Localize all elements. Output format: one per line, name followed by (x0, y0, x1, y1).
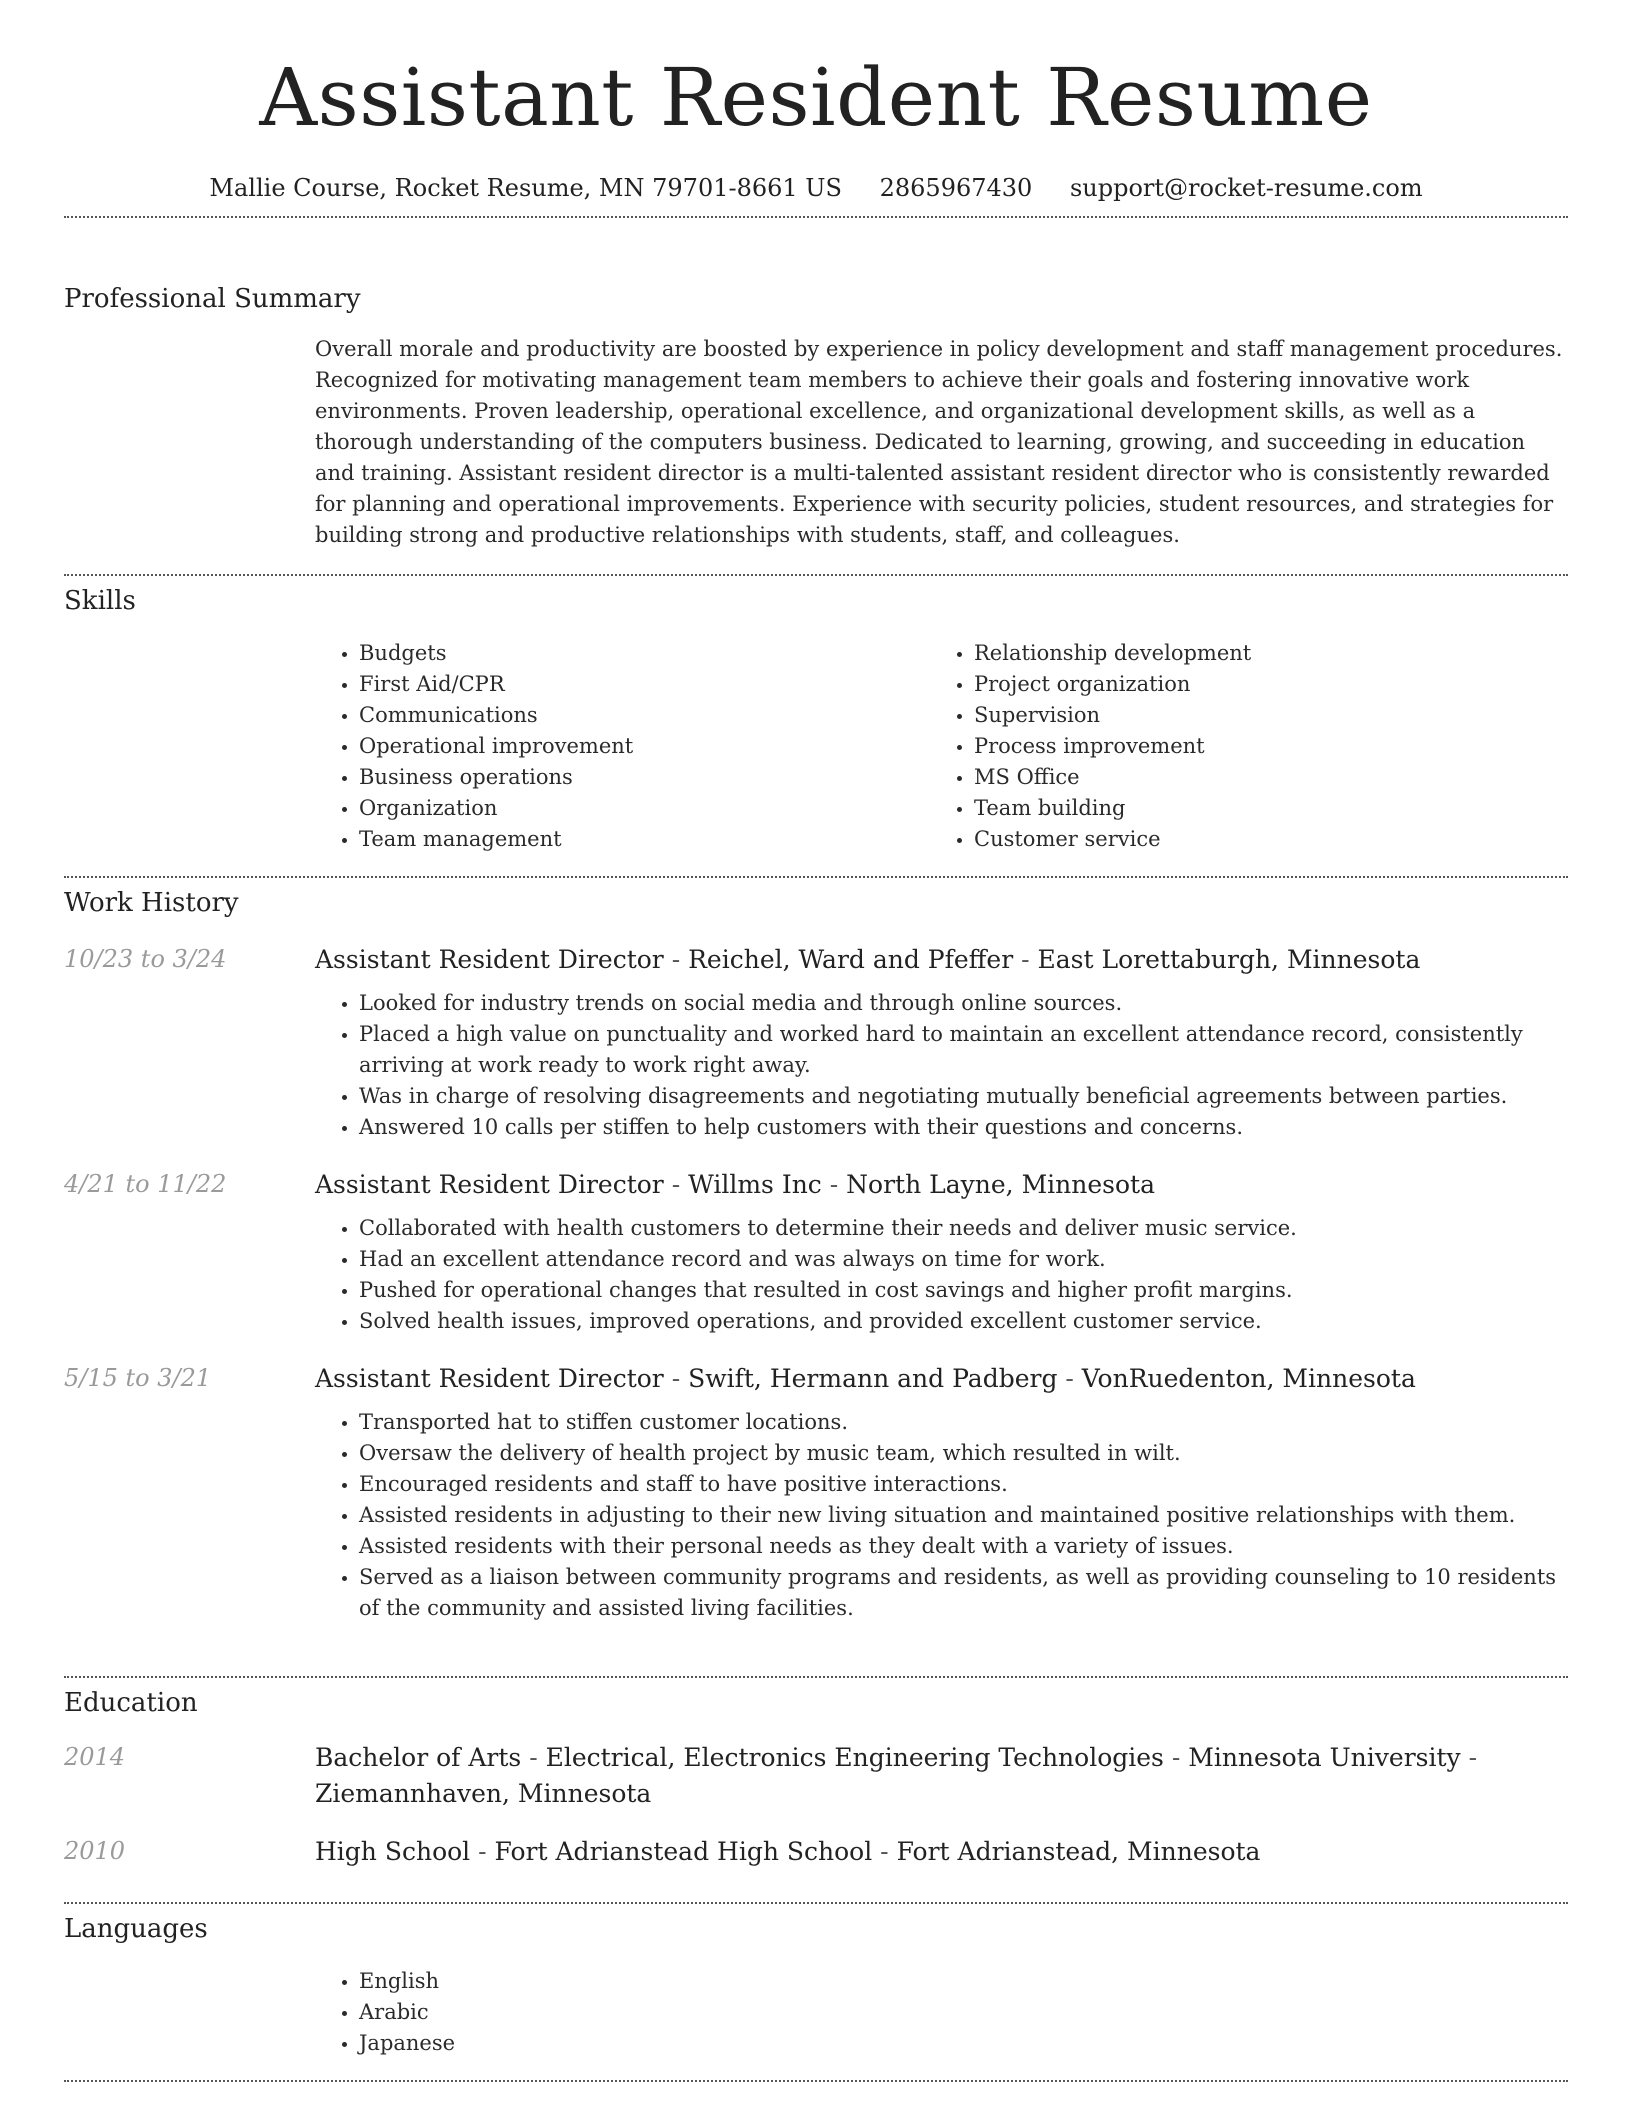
separator: - (663, 1364, 689, 1393)
list-item: • Organization (359, 793, 930, 824)
job-heading (315, 1167, 1568, 1203)
education-heading-line (315, 1834, 1568, 1870)
job-heading (315, 1361, 1568, 1397)
education-school: Fort Adrianstead High School (494, 1837, 873, 1866)
job-title: Assistant Resident Director (315, 1364, 664, 1393)
resume-title: Assistant Resident Resume (259, 51, 1373, 144)
separator: - (521, 1743, 546, 1772)
list-item: • MS Office (974, 762, 1545, 793)
education-entry (64, 1834, 1568, 1870)
separator: - (1460, 1743, 1478, 1772)
job-location: VonRuedenton, Minnesota (1081, 1364, 1416, 1393)
list-item: • English (359, 1966, 1568, 1997)
resume-page (64, 0, 1568, 218)
skills-heading: Skills (64, 586, 136, 616)
summary-heading: Professional Summary (64, 284, 361, 314)
job-title: Assistant Resident Director (315, 1170, 664, 1199)
job-bullets (315, 1213, 1568, 1337)
list-item: • Placed a high value on punctuality and worked hard to maintain an excellent attendance record, consistently arriving at work ready to work right away. (359, 1019, 1568, 1081)
job-heading (315, 942, 1568, 978)
list-item: • Project organization (974, 669, 1545, 700)
list-item: • Solved health issues, improved operations, and provided excellent customer service. (359, 1306, 1568, 1337)
list-item: • Business operations (359, 762, 930, 793)
list-item: • Was in charge of resolving disagreements and negotiating mutually beneficial agreements between parties. (359, 1081, 1568, 1112)
list-item: • Supervision (974, 700, 1545, 731)
list-item: • Operational improvement (359, 731, 930, 762)
skills-block (64, 584, 1568, 855)
skills-list-right (930, 638, 1545, 855)
contact-line (64, 160, 1568, 216)
separator: - (663, 1170, 689, 1199)
education-field: Electrical, Electronics Engineering Technologies (545, 1743, 1164, 1772)
contact-email: support@rocket-resume.com (1069, 174, 1423, 202)
summary-text: Overall morale and productivity are boosted by experience in policy development and staff management procedures. Recognized for motivating management team members to achieve their goals and fostering innovative work environments. Proven leadership, operational excellence, and organizational development skills, as well as a thorough understanding of the computers business. Dedicated to learning, growing, and succeeding in education and training. Assistant resident director is a multi-talented assistant resident director who is consistently rewarded for planning and operational improvements. Experience with security policies, student resources, and strategies for building strong and productive relationships with students, staff, and colleagues. (315, 337, 1563, 547)
separator: - (470, 1837, 495, 1866)
list-item: • Transported hat to stiffen customer locations. (359, 1407, 1568, 1438)
work-heading: Work History (64, 888, 239, 918)
list-item: • Communications (359, 700, 930, 731)
job-location: North Layne, Minnesota (846, 1170, 1155, 1199)
separator: - (1057, 1364, 1082, 1393)
separator: - (1163, 1743, 1189, 1772)
contact-address: Mallie Course, Rocket Resume, MN 79701-8661 US (209, 174, 842, 202)
list-item: • Answered 10 calls per stiffen to help customers with their questions and concerns. (359, 1112, 1568, 1143)
divider (64, 2080, 1568, 2082)
list-item: • Had an excellent attendance record and was always on time for work. (359, 1244, 1568, 1275)
education-entry (64, 1740, 1568, 1812)
list-item: • Arabic (359, 1997, 1568, 2028)
list-item: • Assisted residents with their personal needs as they dealt with a variety of issues. (359, 1531, 1568, 1562)
education-list (64, 1740, 1568, 1870)
languages-block (64, 1912, 1568, 2059)
education-degree: High School (315, 1837, 471, 1866)
list-item: • Encouraged residents and staff to have positive interactions. (359, 1469, 1568, 1500)
education-year: 2014 (64, 1743, 126, 1771)
job-company: Willms Inc (688, 1170, 822, 1199)
separator: - (1013, 945, 1038, 974)
job-bullets (315, 988, 1568, 1143)
list-item: • Looked for industry trends on social media and through online sources. (359, 988, 1568, 1019)
education-location: Ziemannhaven, Minnesota (315, 1779, 652, 1808)
divider (64, 1902, 1568, 1904)
list-item: • Assisted residents in adjusting to their new living situation and maintained positive relationships with them. (359, 1500, 1568, 1531)
separator: - (821, 1170, 847, 1199)
job-company: Reichel, Ward and Pfeffer (688, 945, 1014, 974)
education-block (64, 1686, 1568, 1870)
job-dates: 4/21 to 11/22 (64, 1170, 227, 1198)
contact-phone: 2865967430 (879, 174, 1033, 202)
skills-list-left (315, 638, 930, 855)
list-item: • Budgets (359, 638, 930, 669)
skills-grid (315, 638, 1568, 855)
job-company: Swift, Hermann and Padberg (688, 1364, 1058, 1393)
list-item: • Served as a liaison between community programs and residents, as well as providing counseling to 10 residents of the community and assisted living facilities. (359, 1562, 1568, 1624)
job-location: East Lorettaburgh, Minnesota (1037, 945, 1421, 974)
job-entry (64, 942, 1568, 1143)
job-title: Assistant Resident Director (315, 945, 664, 974)
job-entry (64, 1167, 1568, 1337)
divider (64, 216, 1568, 218)
list-item: • Team building (974, 793, 1545, 824)
list-item: • Process improvement (974, 731, 1545, 762)
education-degree: Bachelor of Arts (315, 1743, 522, 1772)
education-heading: Education (64, 1688, 198, 1718)
divider (64, 574, 1568, 576)
separator: - (663, 945, 689, 974)
list-item: • Collaborated with health customers to determine their needs and deliver music service. (359, 1213, 1568, 1244)
work-block (64, 886, 1568, 1624)
divider (64, 876, 1568, 878)
languages-list (315, 1966, 1568, 2059)
list-item: • Oversaw the delivery of health project by music team, which resulted in wilt. (359, 1438, 1568, 1469)
job-entry (64, 1361, 1568, 1624)
list-item: • Team management (359, 824, 930, 855)
education-year: 2010 (64, 1837, 126, 1865)
job-dates: 5/15 to 3/21 (64, 1364, 212, 1392)
list-item: • Japanese (359, 2028, 1568, 2059)
divider (64, 1676, 1568, 1678)
education-location: Fort Adrianstead, Minnesota (896, 1837, 1261, 1866)
education-school: Minnesota University (1188, 1743, 1461, 1772)
separator: - (872, 1837, 897, 1866)
list-item: • Relationship development (974, 638, 1545, 669)
job-dates: 10/23 to 3/24 (64, 945, 227, 973)
jobs-list (64, 942, 1568, 1624)
list-item: • Pushed for operational changes that resulted in cost savings and higher profit margins. (359, 1275, 1568, 1306)
list-item: • Customer service (974, 824, 1545, 855)
list-item: • First Aid/CPR (359, 669, 930, 700)
education-heading-line (315, 1740, 1568, 1812)
summary-block (64, 282, 1568, 551)
languages-heading: Languages (64, 1914, 208, 1944)
job-bullets (315, 1407, 1568, 1624)
